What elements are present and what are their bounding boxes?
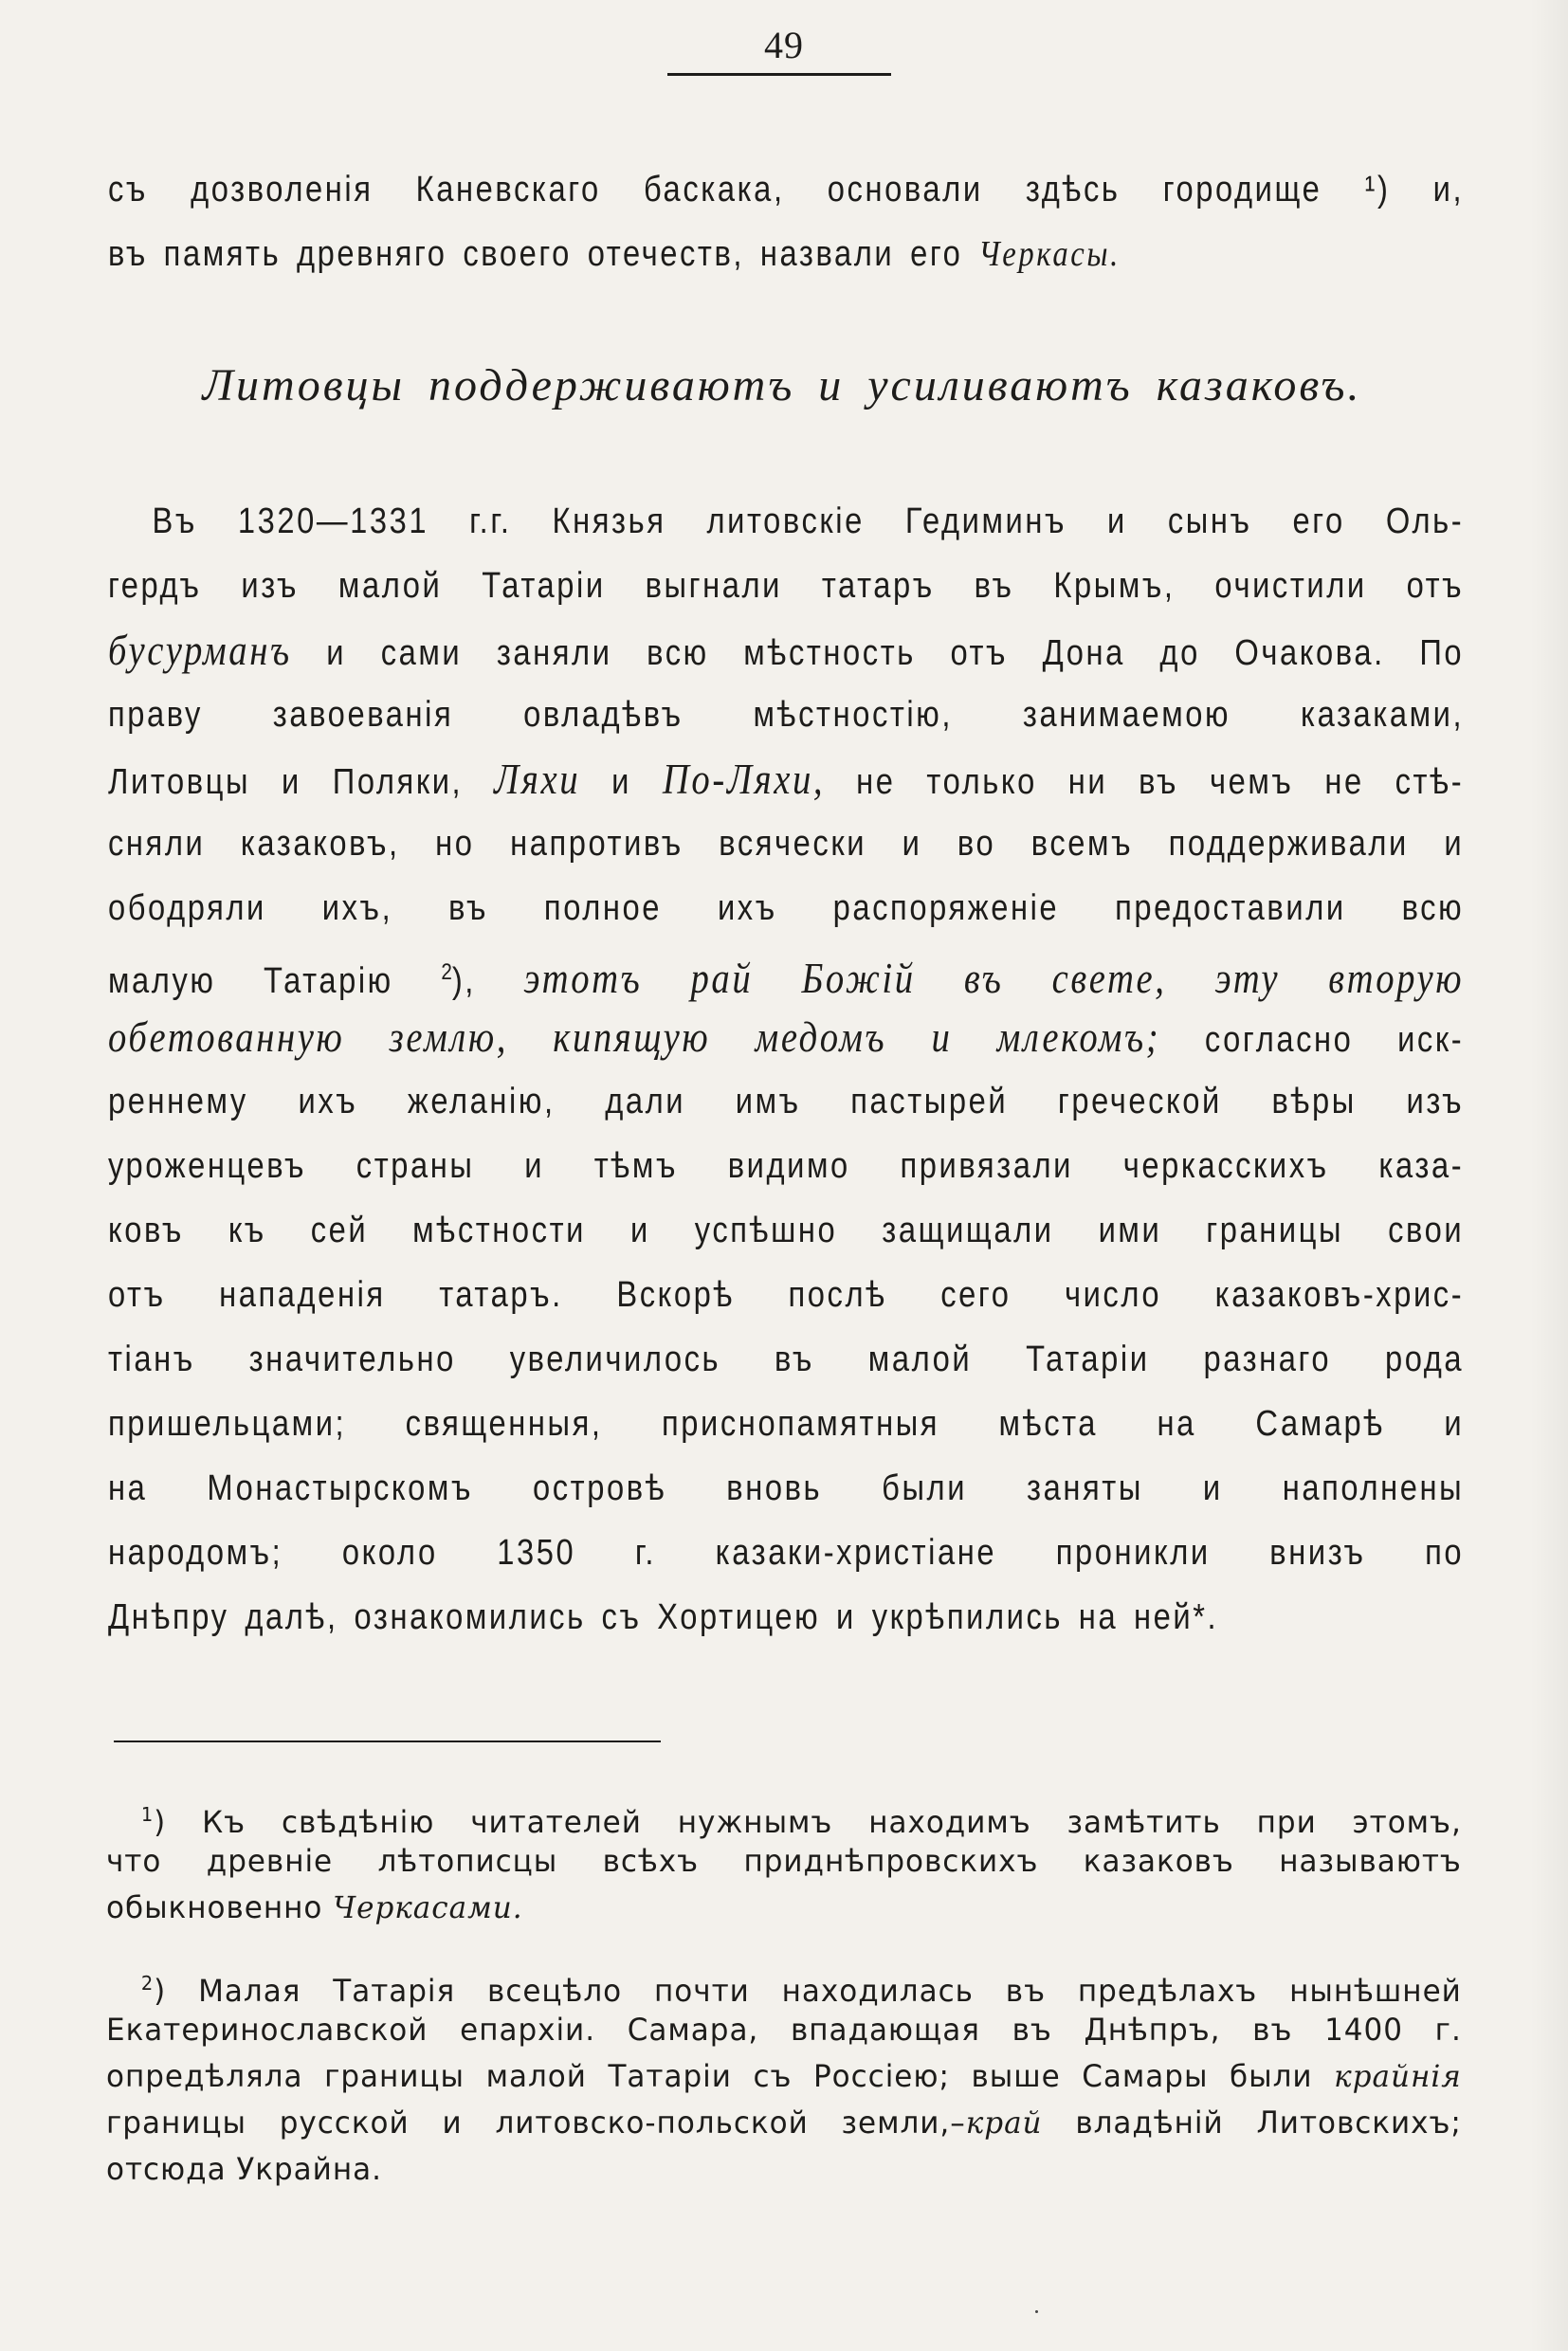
footnote-line-text: владѣній Литовскихъ; — [1042, 2105, 1462, 2141]
paragraph-line: уроженцевъ страны и тѣмъ видимо привязали черкасскихъ каза- — [108, 1146, 1465, 1186]
krai-italic: край — [965, 2105, 1043, 2141]
paragraph-line: ковъ къ сей мѣстности и успѣшно защищали ими границы свои — [108, 1211, 1465, 1250]
promised-land-italic: обетованную землю, кипящую медомъ и млекомъ; — [108, 1013, 1161, 1061]
main-paragraph — [108, 489, 1465, 1649]
paragraph-line-text: и сами заняли всю мѣстность отъ Дона до Очакова. По — [291, 633, 1465, 673]
intro-line-1: съ дозволенія Каневскаго баскака, основали здѣсь городище ¹) и, — [108, 170, 1465, 210]
page-edge-shadow — [1530, 0, 1568, 2351]
page-number-rule — [667, 73, 891, 76]
paragraph-line-text: малую Татарію — [108, 961, 442, 1001]
intro-cherkasy-italic: Черкасы. — [978, 234, 1121, 274]
intro-paragraph — [108, 157, 1465, 286]
footnote-line-text: опредѣляла границы малой Татаріи съ Россіею; выше Самары были — [106, 2058, 1335, 2094]
paragraph-line-text: Литовцы и Поляки, — [108, 762, 495, 802]
cherkasami-italic: Черкасами. — [333, 1889, 523, 1925]
busurman-italic: бусурманъ — [108, 627, 292, 674]
page-number: 49 — [764, 24, 804, 66]
paragraph-line — [108, 618, 1464, 683]
paradise-italic: этотъ рай Божій въ свете, эту вторую — [523, 955, 1465, 1002]
footnote-line-text: ) Къ свѣдѣнію читателей нужнымъ находимъ замѣтить при этомъ, — [154, 1804, 1462, 1840]
paragraph-line-text: не только ни въ чемъ не стѣ- — [825, 762, 1465, 802]
po-lyakhi-italic: По-Ляхи, — [662, 756, 826, 803]
paragraph-line: пришельцами; священныя, приснопамятныя мѣста на Самарѣ и — [108, 1404, 1465, 1444]
footnote-line-text: обыкновенно — [106, 1889, 334, 1925]
section-heading: Литовцы поддерживаютъ и усиливаютъ казаковъ. — [202, 360, 1362, 410]
footnote-line: Екатеринославской епархіи. Самара, впадающая въ Днѣпръ, въ 1400 г. — [106, 2012, 1462, 2048]
paragraph-line — [108, 1005, 1464, 1069]
footnote-line — [106, 1885, 1462, 1931]
paragraph-line: праву завоеванія овладѣвъ мѣстностію, занимаемою казаками, — [108, 695, 1465, 735]
footnote-line: что древніе лѣтописцы всѣхъ приднѣпровскихъ казаковъ называютъ — [106, 1843, 1462, 1879]
paragraph-line: ободряли ихъ, въ полное ихъ распоряженіе предоставили всю — [108, 888, 1465, 928]
footnote-line-text: границы русской и литовско-польской земли,– — [106, 2105, 966, 2141]
paragraph-line: сняли казаковъ, но напротивъ всячески и во всемъ поддерживали и — [108, 824, 1465, 864]
intro-line-2-text: въ память древняго своего отечеств, назвали его — [108, 234, 979, 274]
footnote-line — [106, 2053, 1462, 2100]
paragraph-line — [108, 940, 1464, 1005]
lyakhi-italic: Ляхи — [494, 756, 581, 803]
paragraph-line: отъ нападенія татаръ. Вскорѣ послѣ сего число казаковъ-хрис- — [108, 1275, 1465, 1315]
paper-speck — [1035, 2310, 1038, 2313]
paragraph-line: народомъ; около 1350 г. казаки-христіане проникли внизъ по — [108, 1533, 1465, 1573]
paragraph-line-text: согласно иск- — [1160, 1020, 1465, 1060]
paragraph-line: тіанъ значительно увеличилось въ малой Татаріи разнаго рода — [108, 1340, 1465, 1379]
footnote-line — [106, 2100, 1462, 2146]
paragraph-line-text: и — [580, 762, 663, 802]
footnote-line-text: ) Малая Татарія всецѣло почти находилась въ предѣлахъ нынѣшней — [154, 1973, 1462, 2009]
intro-line-2 — [108, 222, 1464, 286]
paragraph-line: реннему ихъ желанію, дали имъ пастырей греческой вѣры изъ — [108, 1082, 1465, 1121]
footnote-line: отсюда Украйна. — [106, 2151, 382, 2187]
footnote-ref-2[interactable]: 2 — [441, 959, 452, 985]
footnote-line — [106, 1960, 1462, 2007]
footnote-1 — [106, 1792, 1462, 1931]
paragraph-line-text: ), — [451, 961, 524, 1001]
paragraph-line: Днѣпру далѣ, ознакомились съ Хортицею и укрѣпились на ней*. — [108, 1597, 1219, 1637]
footnote-line — [106, 1792, 1462, 1838]
paragraph-line: гердъ изъ малой Татаріи выгнали татаръ въ Крымъ, очистили отъ — [108, 566, 1465, 606]
paragraph-line: на Монастырскомъ островѣ вновь были заняты и наполнены — [108, 1468, 1465, 1508]
krainiya-italic: крайнія — [1334, 2058, 1462, 2094]
footnote-1-marker: 1 — [140, 1803, 155, 1826]
footnote-2-marker: 2 — [140, 1972, 155, 1995]
footnote-separator — [114, 1740, 661, 1742]
footnote-2 — [106, 1960, 1462, 2193]
paragraph-line: Въ 1320—1331 г.г. Князья литовскіе Гедиминъ и сынъ его Оль- — [152, 501, 1465, 541]
paragraph-line — [108, 747, 1464, 811]
